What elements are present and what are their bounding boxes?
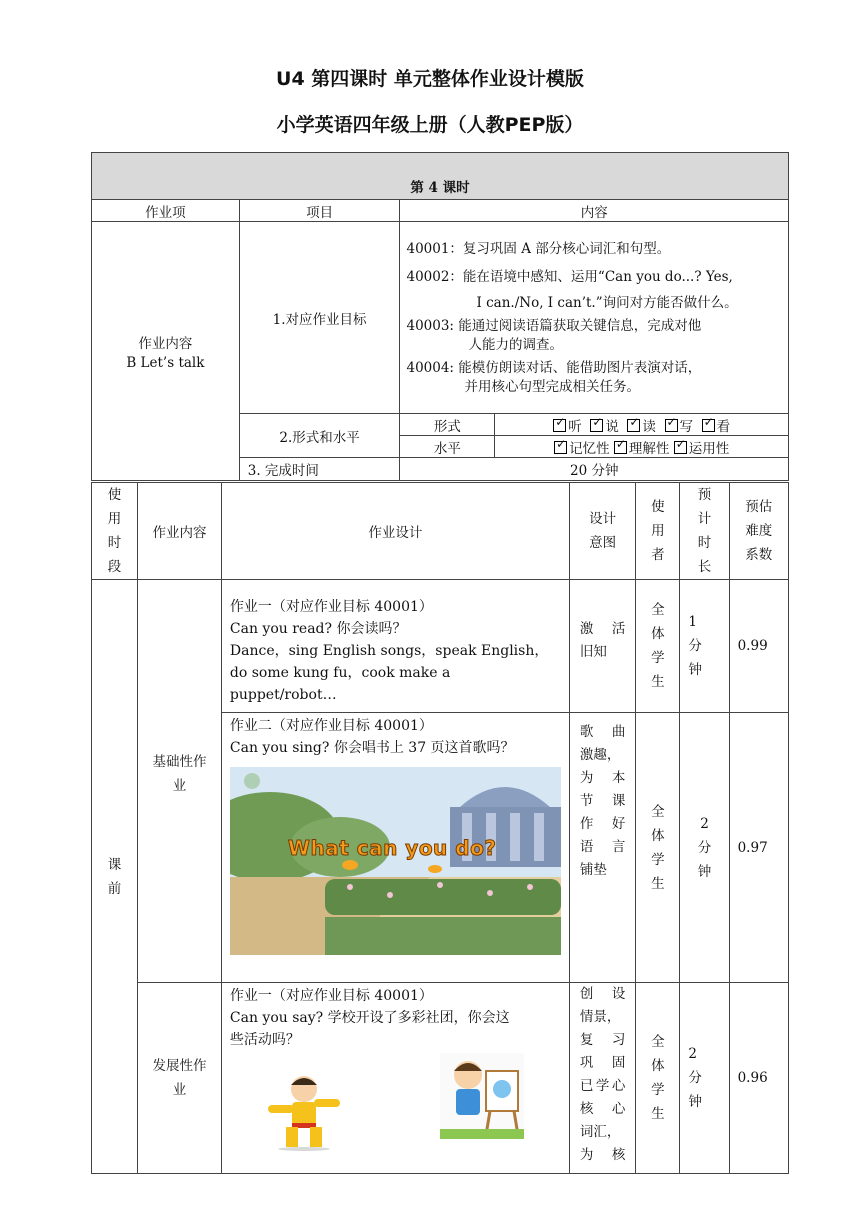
homework-1-intent: 激 活 旧知: [569, 580, 635, 713]
song-video-image: [230, 767, 561, 955]
painting-kid-illustration: [440, 1053, 524, 1139]
header-content: 内容: [400, 200, 789, 222]
form-write: 写: [679, 418, 694, 435]
level-memory: 记忆性: [569, 440, 610, 457]
checkbox-icon: [674, 441, 687, 454]
homework-1-design: 作业一（对应作业目标 40001） Can you read? 你会读吗？ Dance，sing English songs，speak English， do some kung fu，cook make a puppet/robot…: [221, 580, 569, 713]
homework-1-difficulty: 0.99: [729, 580, 788, 713]
header-difficulty: 预估 难度 系数: [729, 483, 788, 580]
period-pre-class: 课 前: [92, 580, 138, 1174]
homework-1-user: 全 体 学 生: [636, 580, 680, 713]
checkbox-icon: [627, 419, 640, 432]
form-read: 读: [642, 418, 656, 435]
form-label: 形式: [400, 414, 495, 436]
video-title-text: What can you do?: [287, 836, 497, 860]
time-value: 20 分钟: [400, 458, 789, 481]
header-user: 使 用 者: [636, 483, 680, 580]
checkbox-icon: [614, 441, 627, 454]
checkbox-icon: [590, 419, 603, 432]
level-label: 水平: [400, 436, 495, 458]
header-project: 项目: [239, 200, 400, 222]
checkbox-icon: [702, 419, 715, 432]
document-title: U4 第四课时 单元整体作业设计模版: [276, 68, 584, 90]
homework-2-difficulty: 0.97: [729, 713, 788, 983]
checkbox-icon: [554, 441, 567, 454]
goals-cell: [400, 222, 789, 414]
checkbox-icon: [553, 419, 566, 432]
header-homework-content: 作业内容: [138, 483, 222, 580]
homework-1-time: 1 分 钟: [680, 580, 729, 713]
goal-40003-line2: 人能力的调查。: [468, 336, 563, 353]
homework-2-intent: 歌 曲 激趣， 为 本 节 课 作 好 语 言 铺垫: [569, 713, 635, 983]
item-form-level: 2.形式和水平: [239, 414, 400, 458]
form-speak: 说: [605, 418, 619, 435]
lesson-header: 第 4 课时: [92, 153, 789, 200]
goal-40003-line1: 40003: 能通过阅读语篇获取关键信息，完成对他: [406, 317, 702, 334]
homework-2-time: 2 分 钟: [680, 713, 729, 983]
homework-3-difficulty: 0.96: [729, 983, 788, 1174]
homework-2-design: 作业二（对应作业目标 40001） Can you sing? 你会唱书上 37 页这首歌吗？ What can you do?: [221, 713, 569, 983]
homework-3-time: 2 分 钟: [680, 983, 729, 1174]
form-options: [495, 414, 789, 436]
header-homework-design: 作业设计: [221, 483, 569, 580]
goal-40002-line2: I can./No, I can’t.”询问对方能否做什么。: [476, 294, 738, 311]
homework-3-design: 作业一（对应作业目标 40001） Can you say? 学校开设了多彩社团，你会这 些活动吗？: [221, 983, 569, 1174]
homework-content-cell: [92, 222, 240, 481]
level-understanding: 理解性: [628, 440, 670, 457]
development-homework-label: 发展性作 业: [138, 983, 222, 1174]
goal-40002-line1: 40002：能在语境中感知、运用“Can you do...? Yes,: [406, 268, 733, 285]
goal-40001: 40001：复习巩固 A 部分核心词汇和句型。: [406, 240, 671, 257]
document-subtitle: 小学英语四年级上册（人教PEP版）: [276, 114, 584, 136]
goal-40004: [406, 359, 782, 397]
header-homework-item: 作业项: [92, 200, 240, 222]
item-time: 3. 完成时间: [239, 458, 400, 481]
checkbox-icon: [665, 419, 678, 432]
song-scene-illustration: [230, 767, 561, 955]
level-application: 运用性: [688, 440, 730, 457]
content-label: 作业内容: [138, 335, 193, 352]
form-listen: 听: [568, 418, 582, 435]
header-period: 使 用 时 段: [92, 483, 138, 580]
header-time: 预 计 时 长: [680, 483, 729, 580]
goal-40002: [406, 267, 782, 313]
header-design-intent: 设计 意图: [569, 483, 635, 580]
goal-40004-line1: 40004: 能模仿朗读对话、能借助图片表演对话，: [406, 359, 702, 376]
item-goals: 1.对应作业目标: [239, 222, 400, 414]
goal-40004-line2: 并用核心句型完成相关任务。: [464, 378, 640, 395]
homework-2-user: 全 体 学 生: [636, 713, 680, 983]
homework-3-intent: 创 设 情景， 复 习 巩 固 已学心 核 心 词汇， 为 核: [569, 983, 635, 1174]
goal-40003: [406, 317, 782, 355]
level-options: [495, 436, 789, 458]
homework-3-user: 全 体 学 生: [636, 983, 680, 1174]
lesson-part-label: B Let’s talk: [126, 354, 205, 371]
homework-design-table: [91, 482, 789, 1174]
basic-homework-label: 基础性作 业: [138, 580, 222, 983]
form-view: 看: [716, 418, 731, 435]
kung-fu-kid-illustration: [264, 1073, 344, 1151]
overview-table: [91, 152, 789, 481]
